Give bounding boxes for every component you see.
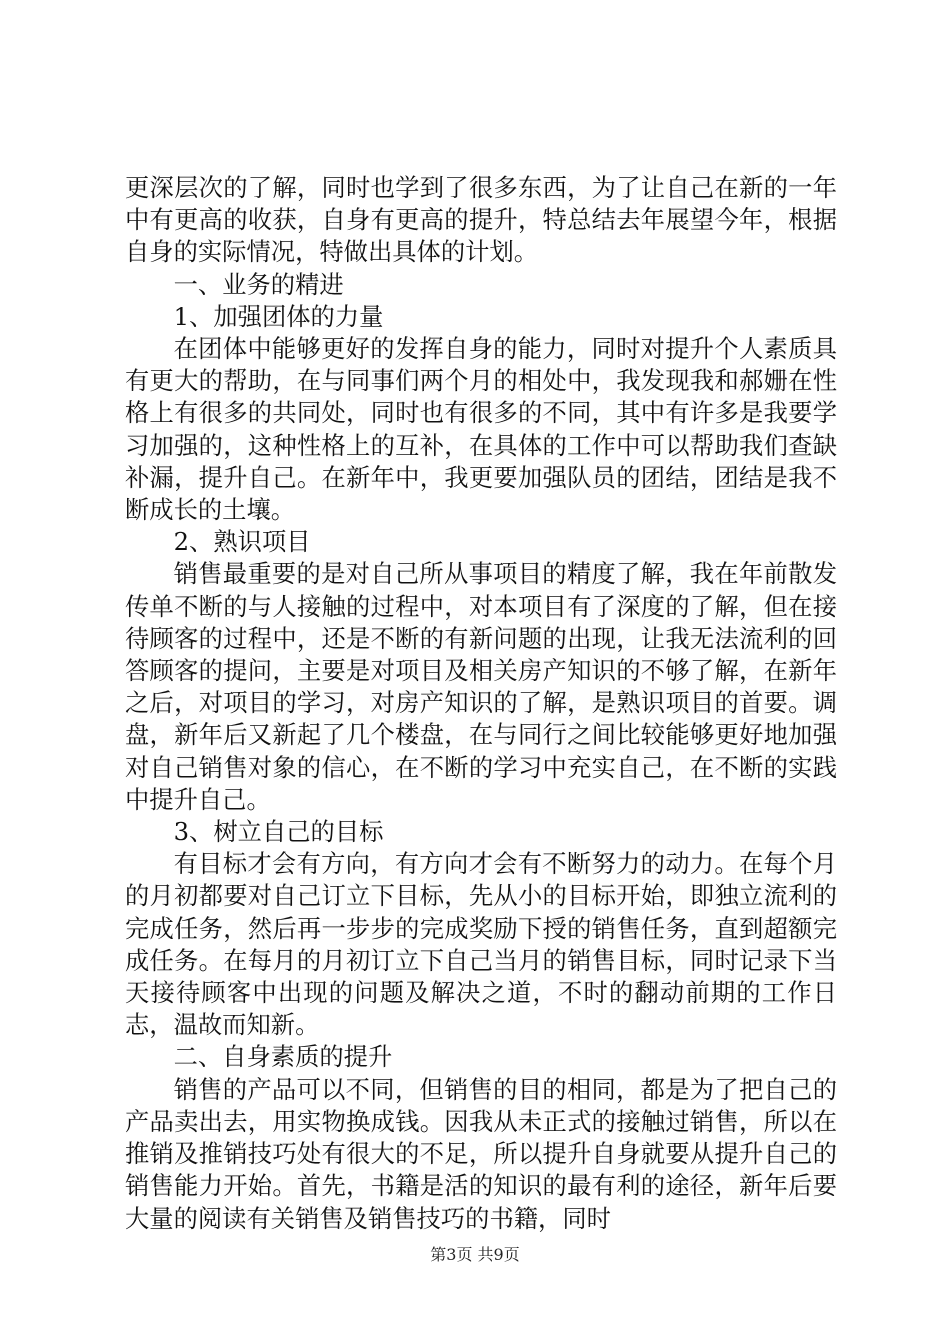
subheading-goals: 3、树立自己的目标: [173, 817, 384, 847]
paragraph-project: 销售最重要的是对自己所从事项目的精度了解，我在年前散发传单不断的与人接触的过程中，对本项目有了深度的了解，但在接待顾客的过程中，还是不断的有新问题的出现，让我无法流利的回答顾客的提问，主要是对项目及相关房产知识的不够了解，在新年之后，对项目的学习，对房产知识的了解，是熟识项目的首要。调盘，新年后又新起了几个楼盘，在与同行之间比较能够更好地加强对自己销售对象的信心，在不断的学习中充实自己，在不断的实践中提升自己。: [125, 559, 837, 814]
page-footer: 第3页 共9页: [430, 1245, 520, 1264]
paragraph-goals: 有目标才会有方向，有方向才会有不断努力的动力。在每个月的月初都要对自己订立下目标，先从小的目标开始，即独立流利的完成任务，然后再一步步的完成奖励下授的销售任务，直到超额完成任务。在每月的月初订立下自己当月的销售目标，同时记录下当天接待顾客中出现的问题及解决之道，不时的翻动前期的工作日志，温故而知新。: [125, 849, 837, 1040]
paragraph-team: 在团体中能够更好的发挥自身的能力，同时对提升个人素质具有更大的帮助，在与同事们两个月的相处中，我发现我和郝姗在性格上有很多的共同处，同时也有很多的不同，其中有许多是我要学习加强的，这种性格上的互补，在具体的工作中可以帮助我们查缺补漏，提升自己。在新年中，我更要加强队员的团结，团结是我不断成长的土壤。: [125, 334, 837, 525]
section-heading-business: 一、业务的精进: [173, 269, 344, 299]
section-heading-quality: 二、自身素质的提升: [173, 1042, 393, 1072]
subheading-project: 2、熟识项目: [173, 527, 311, 557]
document-body: [125, 172, 837, 1235]
subheading-team: 1、加强团体的力量: [173, 301, 384, 331]
paragraph-quality: 销售的产品可以不同，但销售的目的相同，都是为了把自己的产品卖出去，用实物换成钱。因我从未正式的接触过销售，所以在推销及推销技巧处有很大的不足，所以提升自身就要从提升自己的销售能力开始。首先，书籍是活的知识的最有利的途径，新年后要大量的阅读有关销售及销售技巧的书籍，同时: [125, 1074, 837, 1233]
paragraph-intro: 更深层次的了解，同时也学到了很多东西，为了让自己在新的一年中有更高的收获，自身有更高的提升，特总结去年展望今年，根据自身的实际情况，特做出具体的计划。: [125, 173, 837, 267]
